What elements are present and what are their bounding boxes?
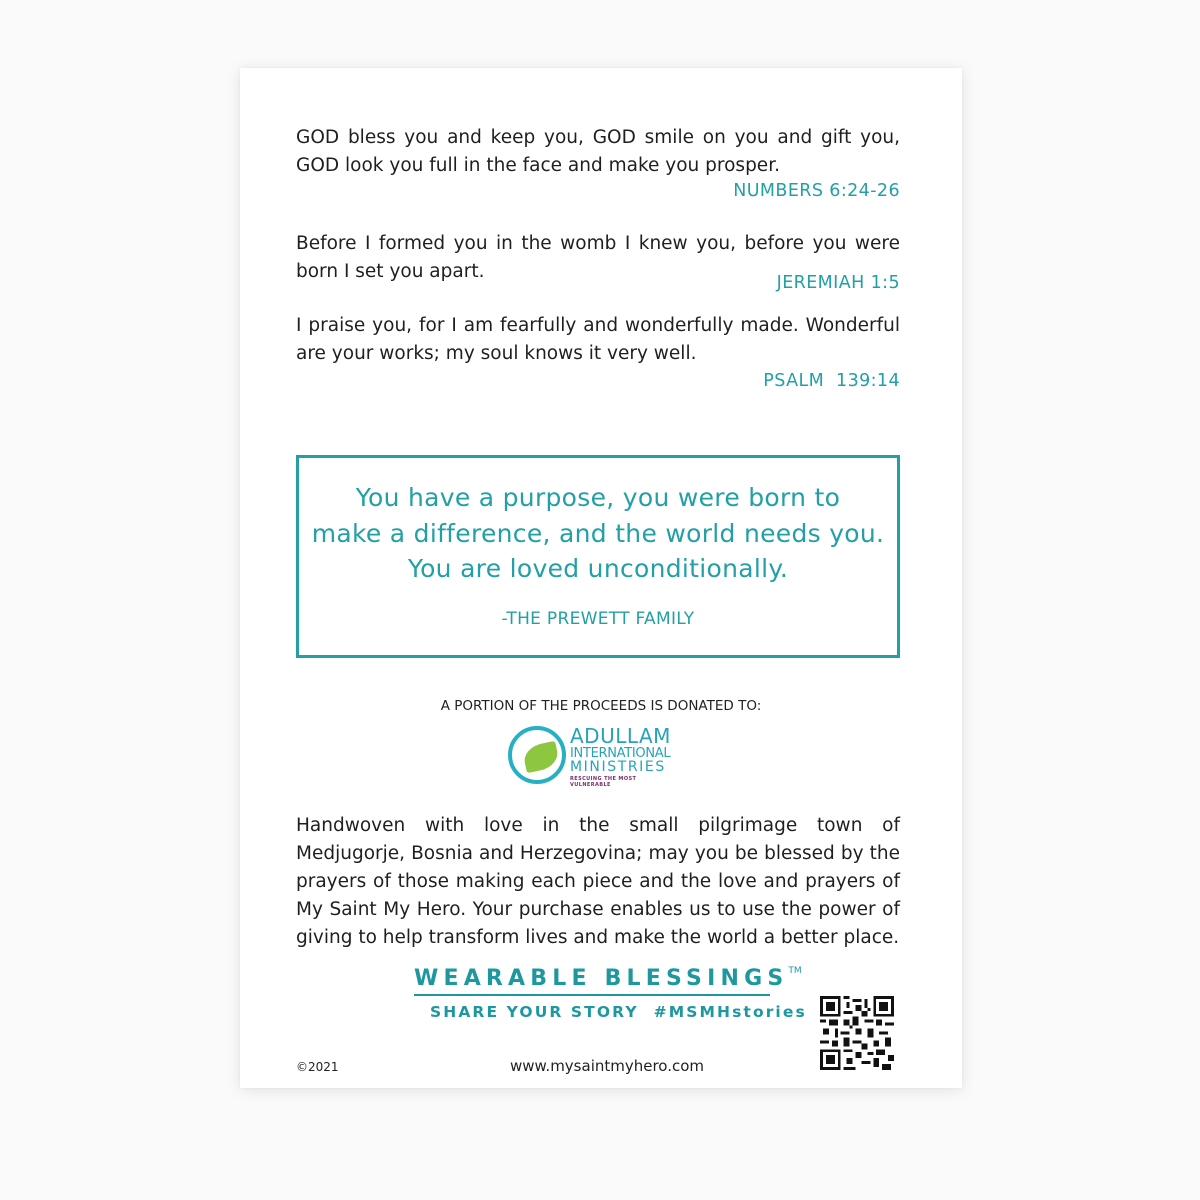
- about-text: Handwoven with love in the small pilgrimage town of Medjugorje, Bosnia and Herzegovina; may you be blessed by the prayers of those making each piece and the love and prayers of My Saint My Hero. Your purchase enables us to use the power of giving to help transform lives and make the world a better place.: [296, 815, 900, 948]
- dove-icon: [522, 741, 561, 774]
- logo-tagline: RESCUING THE MOST VULNERABLE: [570, 776, 637, 788]
- quote-text: [299, 480, 897, 587]
- website-link[interactable]: www.mysaintmyhero.com: [510, 1057, 705, 1075]
- donation-label: A PORTION OF THE PROCEEDS IS DONATED TO:: [440, 698, 762, 714]
- quote-signature: -THE PREWETT FAMILY: [501, 609, 695, 629]
- quote-line: You are loved unconditionally.: [407, 554, 789, 583]
- quote-line: make a difference, and the world needs you.: [311, 518, 885, 548]
- brand-name: WEARABLE BLESSINGS: [414, 966, 789, 991]
- qr-code-icon[interactable]: [820, 996, 894, 1070]
- verse-numbers: GOD bless you and keep you, GOD smile on you and gift you, GOD look you full in the face and make you prosper.: [296, 127, 900, 176]
- logo-name-line2: INTERNATIONAL: [570, 746, 671, 761]
- blessing-card: [240, 68, 962, 1088]
- copyright: ©2021: [296, 1060, 339, 1074]
- adullam-logo: [508, 724, 678, 786]
- logo-ring: [508, 726, 566, 784]
- verse-reference-jeremiah: JEREMIAH 1:5: [776, 273, 900, 293]
- logo-name-line1: ADULLAM: [570, 724, 671, 748]
- brand-underline: [414, 994, 770, 996]
- verse-psalm: I praise you, for I am fearfully and wonderfully made. Wonderful are your works; my soul knows it very well.: [296, 315, 900, 364]
- logo-name-line3: MINISTRIES: [570, 759, 666, 775]
- brand-tagline: SHARE YOUR STORY #MSMHstories: [430, 1003, 807, 1021]
- trademark: TM: [788, 966, 802, 976]
- brand-title: [414, 966, 802, 991]
- quote-box: [296, 455, 900, 658]
- verse-reference-numbers: NUMBERS 6:24-26: [733, 181, 900, 201]
- verse-jeremiah: Before I formed you in the womb I knew you, before you were born I set you apart.: [296, 233, 900, 282]
- quote-line: You have a purpose, you were born to: [355, 483, 841, 512]
- verse-reference-psalm: PSALM 139:14: [763, 371, 900, 391]
